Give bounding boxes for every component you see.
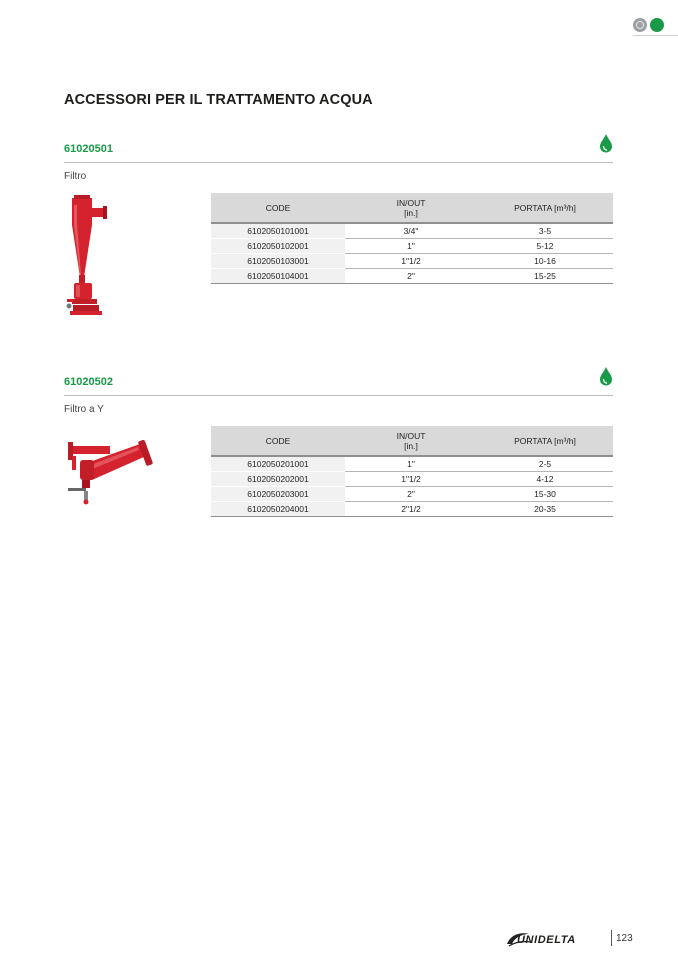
cell-inout: 2" (345, 487, 477, 502)
cell-inout: 1" (345, 456, 477, 472)
column-header-inout: IN/OUT [in.] (345, 426, 477, 456)
table-row (211, 456, 613, 472)
cell-inout: 3/4" (345, 223, 477, 239)
product-description: Filtro (64, 171, 87, 182)
product-code-row (64, 373, 613, 396)
unidelta-logo (505, 930, 607, 948)
spec-table-1 (211, 193, 613, 284)
cell-code: 6102050203001 (211, 487, 345, 502)
cell-code: 6102050102001 (211, 239, 345, 254)
column-header-code: CODE (211, 193, 345, 223)
table-row (211, 254, 613, 269)
table-row (211, 502, 613, 517)
cell-inout: 1"1/2 (345, 472, 477, 487)
table-row (211, 239, 613, 254)
cell-portata: 5-12 (477, 239, 613, 254)
cell-portata: 20-35 (477, 502, 613, 517)
cell-inout: 2"1/2 (345, 502, 477, 517)
cell-code: 6102050204001 (211, 502, 345, 517)
product-section-2 (64, 373, 613, 415)
cell-portata: 3-5 (477, 223, 613, 239)
table-header-row (211, 193, 613, 223)
table-row (211, 269, 613, 284)
cell-portata: 10-16 (477, 254, 613, 269)
cell-inout: 1" (345, 239, 477, 254)
page-title: ACCESSORI PER IL TRATTAMENTO ACQUA (64, 92, 373, 108)
product-description: Filtro a Y (64, 404, 104, 415)
column-header-code: CODE (211, 426, 345, 456)
cell-portata: 15-30 (477, 487, 613, 502)
table-row (211, 472, 613, 487)
column-header-portata: PORTATA [m³/h] (477, 193, 613, 223)
product-code: 61020502 (64, 376, 113, 388)
header-rule (633, 35, 678, 36)
column-header-portata: PORTATA [m³/h] (477, 426, 613, 456)
product-section-1 (64, 140, 613, 182)
cell-code: 6102050101001 (211, 223, 345, 239)
cell-portata: 4-12 (477, 472, 613, 487)
cell-code: 6102050104001 (211, 269, 345, 284)
water-drop-icon (599, 366, 613, 386)
cell-code: 6102050202001 (211, 472, 345, 487)
green-badge-icon (650, 18, 664, 32)
table-row (211, 223, 613, 239)
page-number: 123 (616, 933, 633, 944)
table-header-row (211, 426, 613, 456)
cell-code: 6102050201001 (211, 456, 345, 472)
cell-inout: 2" (345, 269, 477, 284)
hydrocyclone-filter-image (62, 195, 112, 320)
header-badges (633, 18, 664, 32)
column-header-inout: IN/OUT [in.] (345, 193, 477, 223)
cell-portata: 15-25 (477, 269, 613, 284)
cell-portata: 2-5 (477, 456, 613, 472)
spec-table-2 (211, 426, 613, 517)
table-row (211, 487, 613, 502)
brand-wordmark: UNIDELTA (517, 934, 576, 946)
footer-separator (611, 930, 612, 946)
product-code: 61020501 (64, 143, 113, 155)
cell-inout: 1"1/2 (345, 254, 477, 269)
water-drop-icon (599, 133, 613, 153)
y-filter-image (62, 436, 157, 506)
grey-badge-icon (633, 18, 647, 32)
cell-code: 6102050103001 (211, 254, 345, 269)
product-code-row (64, 140, 613, 163)
